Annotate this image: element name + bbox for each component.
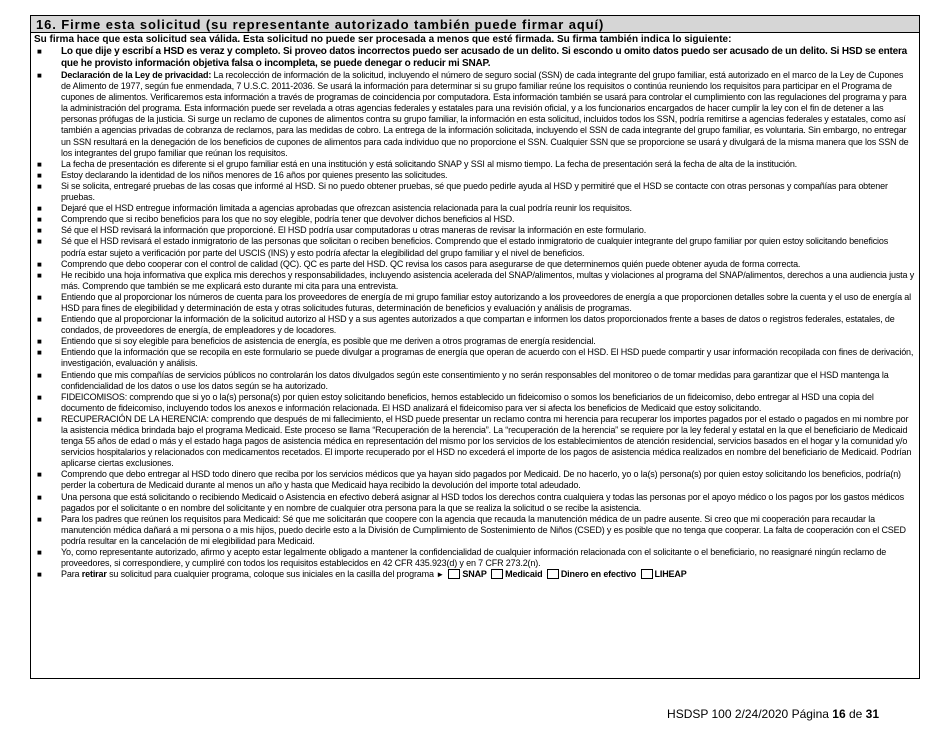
bullet-icon: ■: [37, 337, 42, 347]
medicaid-label: Medicaid: [505, 569, 543, 580]
section-intro: Su firma hace que esta solicitud sea válida. Esta solicitud no puede ser procesada a menos que esté firmada. Su firma también indica lo siguiente:: [34, 34, 732, 45]
liheap-checkbox[interactable]: [641, 569, 653, 579]
list-item: ■ La fecha de presentación es diferente si el grupo familiar está en una institución y está solicitando SNAP y SSI al mismo tiempo. La fecha de presentación será la fecha de alta de la institución.: [37, 158, 798, 169]
snap-label: SNAP: [462, 569, 487, 580]
list-item: ■ Entiendo que si soy elegible para beneficios de asistencia de energía, es posible que me deriven a otros programas de energía residencial.: [37, 336, 596, 347]
bullet-icon: ■: [37, 159, 42, 169]
withdraw-keyword: retirar: [81, 569, 107, 580]
list-item: ■ Lo que dije y escribí a HSD es veraz y completo. Si proveo datos incorrectos puedo ser acusado de un delito. Si escondo u omito datos puedo ser acusado de un delito. Si HSD se entera que he provisto información objetiva falsa o incompleta, se puede denegar o reducir mi SNAP.: [37, 46, 908, 69]
page-number: 16: [832, 707, 846, 721]
bullet-icon: ■: [37, 259, 42, 269]
list-item: ■ Entiendo que la información que se recopila en este formulario se puede divulgar a programas de energía que operan de acuerdo con el HSD. El HSD puede compartir y usar información recopilada con fines de derivación, investigación, evaluación y análisis.: [37, 347, 914, 369]
bullet-icon: ■: [37, 315, 42, 325]
bullet-icon: ■: [37, 204, 42, 214]
section-title: 16. Firme esta solicitud (su representante autorizado también puede firmar aquí): [31, 16, 919, 33]
bullet-icon: ■: [37, 414, 42, 424]
list-item: ■ Comprendo que si recibo beneficios para los que no soy elegible, podría tener que devolver dichos beneficios al HSD.: [37, 214, 515, 225]
list-item: ■ Sé que el HSD revisará el estado inmigratorio de las personas que solicitan o reciben beneficios. Comprendo que el estado inmigratorio de cualquier integrante del grupo familiar por quien estoy solicitando beneficios podría estar sujeto a verificación por parte del USCIS (INS) y esto podría afectar la elegibilidad del grupo familiar y el nivel de beneficios.: [37, 236, 889, 258]
list-item: ■ Comprendo que debo entregar al HSD todo dinero que reciba por los servicios médicos que ya hayan sido pagados por Medicaid. De no hacerlo, yo o la(s) persona(s) por quien estoy solicitando los beneficios, podría(n) perder la cobertura de Medicaid durante al menos un año y hasta que Medicaid haya recibido la devolución del importe total adeudado.: [37, 469, 901, 491]
list-item: ■ Estoy declarando la identidad de los niños menores de 16 años por quienes presento las solicitudes.: [37, 169, 448, 180]
bullet-icon: ■: [37, 470, 42, 480]
bullet-icon: ■: [37, 181, 42, 191]
list-item: ■ Declaración de la Ley de privacidad: La recolección de información de la solicitud, incluyendo el número de seguro social (SSN) de cada integrante del grupo familiar, está autorizado en el marco de la Ley de Cupones de Alimento de 1977, según fue enmendada, 7 U.S.C. 2011-2036. Se usará la información para determinar si su grupo familiar reúne los requisitos o continúa reuniendo los requisitos para participar en el Programa de cupones de alimentos. Verificaremos esta información a través de programas de coincidencia por computadora. Esta información también se usará para controlar el cumplimiento con las regulaciones del programa y para la administración del programa. Esta información puede ser revelada a otras agencias federales y estatales para una revisión oficial, y a los funcionarios encargados de hacer cumplir la ley con el fin de detener a las personas prófugas de la justicia. Si surge un reclamo de cupones de alimentos contra su grupo familiar, la información en esta solicitud, incluidos todos los SSN, podría remitirse a agencias federales y estatales, como así también a agencias privadas de cobranza de reclamos, para las medidas de cobro. La entrega de la información solicitada, incluyendo el SSN de cada integrante del grupo familiar, es voluntaria. Sin embargo, no entregar un SSN resultará en la denegación de los beneficios de cupones de alimentos para cada individuo que no proporcione el SSN. Cualquier SSN que se proporcione se usará y divulgará de la misma manera que los SSN de los integrantes del grupo familiar que reúnan los requisitos.: [37, 70, 909, 158]
withdraw-row: ■ Para retirar su solicitud para cualquier programa, coloque sus iniciales en la casilla del programa ► SNAP Medicaid Dinero en efectivo LIHEAP: [37, 569, 687, 580]
list-item: ■ Para los padres que reúnen los requisitos para Medicaid: Sé que me solicitarán que coopere con la agencia que recauda la manutención médica de un padre ausente. Si creo que mi cooperación para recaudar la manutención médica dañará a mi persona o a mis hijos, puedo decirle esto a la División de Cumplimiento de Sostenimiento de Niños (CSED) y es posible que no tenga que cooperar. La falta de cooperación con el CSED podría resultar en la cancelación de mi elegibilidad para Medicaid.: [37, 513, 906, 546]
list-item: ■ He recibido una hoja informativa que explica mis derechos y responsabilidades, incluyendo asistencia acelerada del SNAP/alimentos, multas y violaciones al programa del SNAP/alimentos, derechos a una audiencia justa y más. Comprendo que también se me explicará esto durante mi cita para una entrevista.: [37, 269, 915, 291]
bullet-icon: ■: [37, 237, 42, 247]
list-item: ■ RECUPERACIÓN DE LA HERENCIA: comprendo que después de mi fallecimiento, el HSD puede presentar un reclamo contra mi herencia para recuperar los importes pagados por el estado o pagados en mi nombre por la asistencia médica brindada bajo el programa Medicaid. Este proceso se llama “Recuperación de la herencia”. La “recuperación de la herencia” se requiere por la ley federal y estatal en la que el beneficiario de Medicaid tenga 55 años de edad o más y el estado haga pagos de asistencia médica en representación del mismo por los servicios de los establecimientos de atención residencial, servicios basados en el hogar y la comunidad y/o servicios hospitalarios y relacionados con medicamentos recetados. El importe recuperado por el HSD no excederá el importe de los pagos de asistencia médica realizados en nombre del beneficiario de Medicaid. Podrían aplicarse ciertas exclusiones.: [37, 413, 912, 469]
bullet-icon: ■: [37, 226, 42, 236]
list-item: ■ Si se solicita, entregaré pruebas de las cosas que informé al HSD. Si no puedo obtener pruebas, sé que puedo pedirle ayuda al HSD y permitiré que el HSD se contacte con otras personas y compañías para obtener pruebas.: [37, 180, 888, 203]
privacy-act-label: Declaración de la Ley de privacidad:: [61, 70, 212, 80]
bullet-icon: ■: [37, 270, 42, 280]
snap-checkbox[interactable]: [448, 569, 460, 579]
list-item: ■ Yo, como representante autorizado, afirmo y acepto estar legalmente obligado a mantener la confidencialidad de cualquier información relacionada con el solicitante o el beneficiario, no reasignaré ningún reclamo de proveedores, si correspondiere, y cumpliré con todos los requisitos establecidos en 42 CFR 435.923(d) y en 7 CFR 273.2(n).: [37, 547, 887, 569]
bullet-icon: ■: [37, 548, 42, 558]
statement-list: [31, 46, 919, 580]
bullet-icon: ■: [37, 370, 42, 380]
bullet-icon: ■: [37, 514, 42, 524]
cash-label: Dinero en efectivo: [560, 569, 637, 580]
bullet-icon: ■: [37, 292, 42, 302]
form-id: HSDSP 100 2/24/2020 Página: [667, 707, 833, 721]
arrow-right-icon: ►: [436, 570, 445, 580]
list-item: ■ Sé que el HSD revisará la información que proporcioné. El HSD podría usar computadoras u otras maneras de revisar la información en este formulario.: [37, 225, 647, 236]
list-item: ■ Entiendo que mis compañías de servicios públicos no controlarán los datos divulgados según este consentimiento y no serán responsables del monitoreo o de tomar medidas para garantizar que el HSD mantenga la confidencialidad de los datos o use los datos según se ha autorizado.: [37, 369, 889, 391]
list-item: ■ Entiendo que al proporcionar la información de la solicitud autorizo al HSD y a sus agentes autorizados a que compartan e informen los datos proporcionados frente a bases de datos o registros federales, estatales, de condados, de proveedores de energía, de empleadores y de locadores.: [37, 314, 895, 336]
bullet-icon: ■: [37, 392, 42, 402]
list-item: ■ Una persona que está solicitando o recibiendo Medicaid o Asistencia en efectivo deberá asignar al HSD todos los derechos contra cualquiera y todas las personas por el apoyo médico o los pagos por los gastos médicos pagados por el solicitante o en nombre del solicitante y en nombre de cualquier otra persona para la que se realiza la solicitud o se recibe la asistencia.: [37, 491, 904, 513]
page-total: 31: [865, 707, 879, 721]
bullet-icon: ■: [37, 492, 42, 502]
bullet-icon: ■: [37, 71, 42, 80]
bullet-icon: ■: [37, 47, 42, 56]
bullet-icon: ■: [37, 215, 42, 225]
bullet-icon: ■: [37, 570, 42, 580]
signature-section: [30, 15, 920, 679]
page-footer: HSDSP 100 2/24/2020 Página 16 de 31: [667, 707, 879, 721]
list-item: ■ Entiendo que al proporcionar los números de cuenta para los proveedores de energía de mi grupo familiar estoy autorizando a los proveedores de energía a que proporcionen detalles sobre la cuenta y el uso de energía al HSD para fines de elegibilidad y determinación de esta y otras solicitudes futuras, determinación de beneficios y evaluación y análisis de programas.: [37, 291, 912, 313]
medicaid-checkbox[interactable]: [491, 569, 503, 579]
list-item: ■ Comprendo que debo cooperar con el control de calidad (QC). QC es parte del HSD. QC revisa los casos para asegurarse de que determinemos quién puede obtener ayuda de forma correcta.: [37, 258, 801, 269]
liheap-label: LIHEAP: [654, 569, 687, 580]
list-item: ■ Dejaré que el HSD entregue información limitada a agencias aprobadas que ofrezcan asistencia relacionada para la cual podría reunir los requisitos.: [37, 203, 632, 214]
list-item: ■ FIDEICOMISOS: comprendo que si yo o la(s) persona(s) por quien estoy solicitando beneficios, hemos establecido un fideicomiso o somos los beneficiarios de un fideicomiso, debo entregar al HSD una copia del documento de fideicomiso, incluyendo todos los anexos e información relacionada. El HSD analizará el fideicomiso para ver si afecta los beneficios de Medicaid que estoy solicitando.: [37, 391, 874, 413]
bullet-icon: ■: [37, 170, 42, 180]
cash-checkbox[interactable]: [547, 569, 559, 579]
bullet-icon: ■: [37, 348, 42, 358]
